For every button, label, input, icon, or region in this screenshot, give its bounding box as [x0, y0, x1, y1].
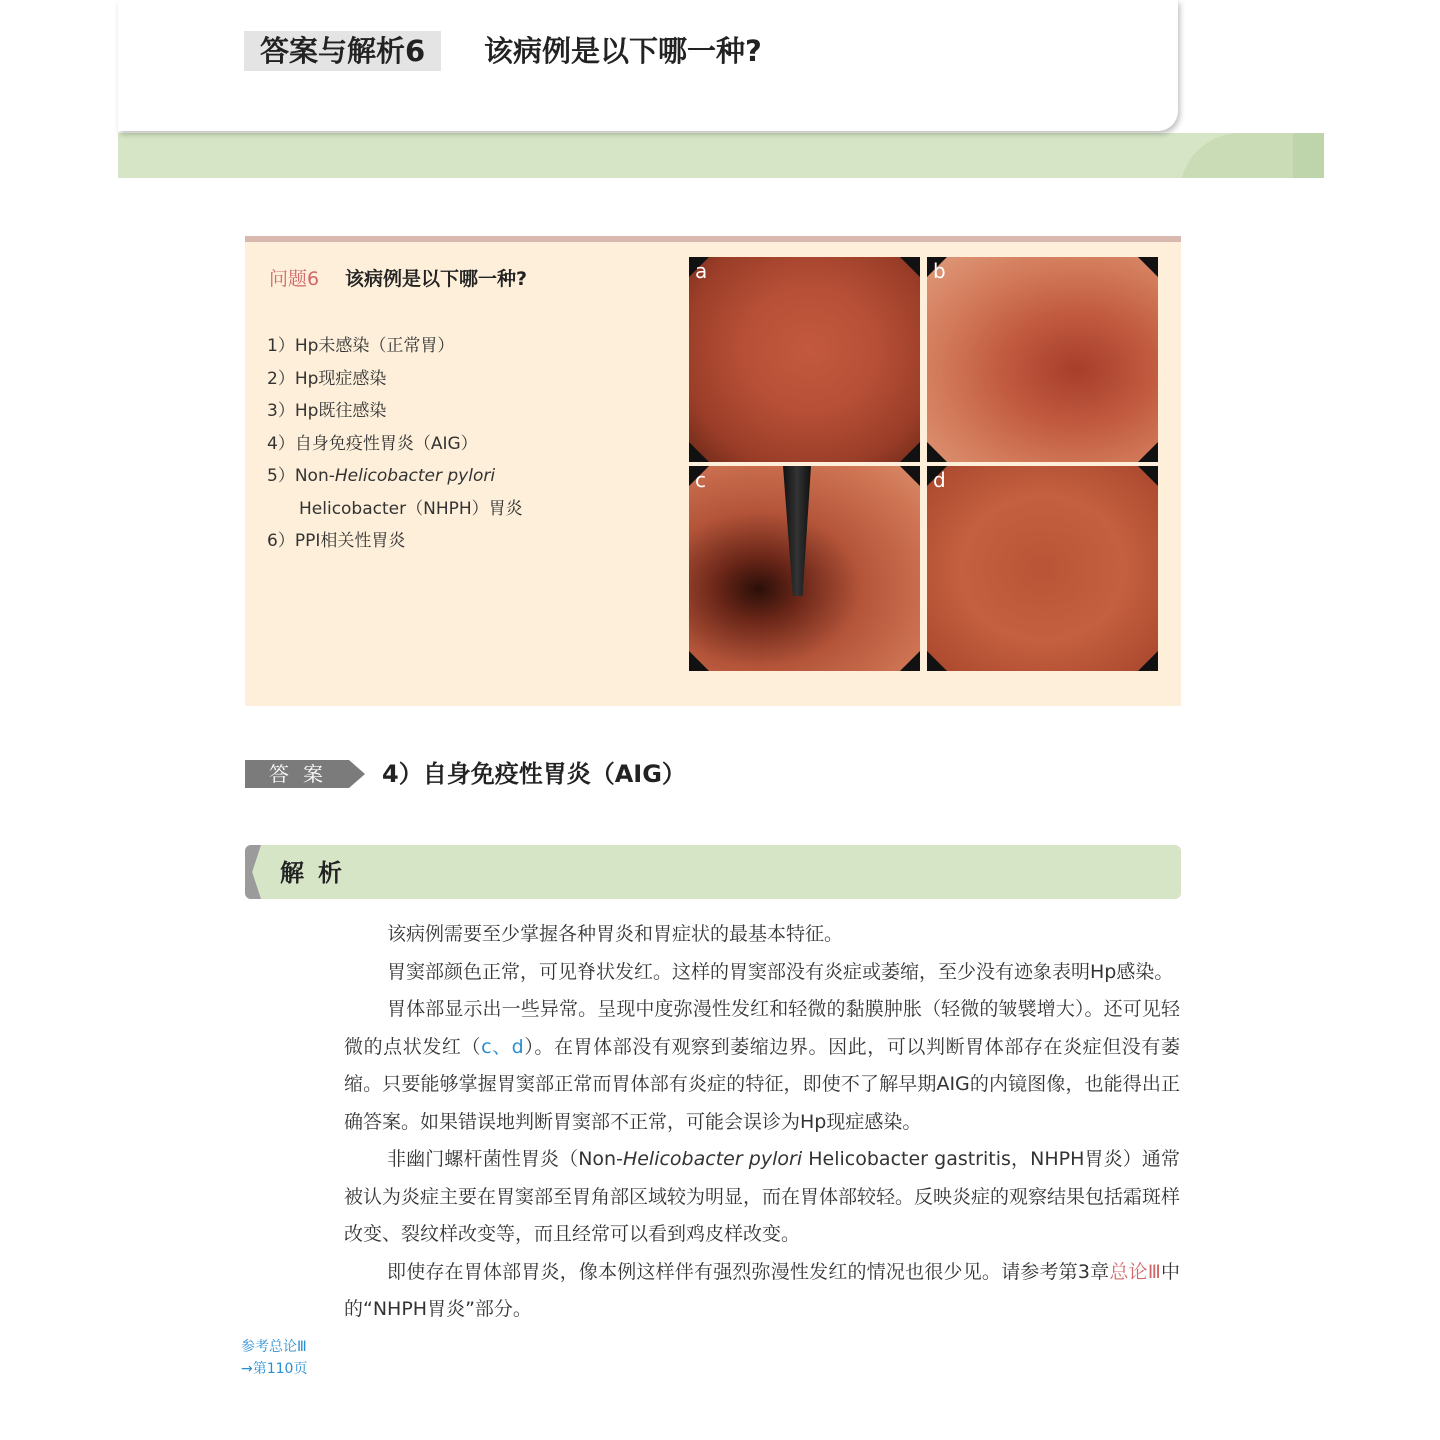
answer-arrow-icon: [349, 760, 365, 788]
endoscopy-image-a: [689, 257, 920, 462]
endoscopy-image-d: [927, 466, 1158, 671]
option-3: 3）Hp既往感染: [267, 401, 387, 421]
page-title: 该病例是以下哪一种?: [484, 34, 762, 68]
option-5-continued: Helicobacter（NHPH）胃炎: [299, 498, 523, 519]
sidenote-line-2: →第110页: [241, 1361, 308, 1377]
image-label-a: a: [695, 259, 708, 283]
option-4: 4）自身免疫性胃炎（AIG）: [267, 433, 478, 454]
image-label-b: b: [933, 259, 946, 283]
option-6: 6）PPI相关性胃炎: [267, 531, 406, 551]
side-reference-note[interactable]: [241, 1336, 307, 1380]
option-2: 2）Hp现症感染: [267, 368, 387, 389]
endoscopy-image-c: [689, 466, 920, 671]
paragraph-4: 非幽门螺杆菌性胃炎（Non-Helicobacter pylori Helicobacter gastritis，NHPH胃炎）通常被认为炎症主要在胃窦部至胃角部区域较为明显，而在胃体部较轻。反映炎症的观察结果包括霜斑样改变、裂纹样改变等，而且经常可以看到鸡皮样改变。: [344, 1148, 1181, 1245]
option-list: [267, 330, 523, 558]
analysis-title: 解析: [280, 859, 356, 887]
image-label-c: c: [695, 468, 706, 492]
image-label-d: d: [933, 468, 946, 492]
paragraph-2: 胃窦部颜色正常，可见脊状发红。这样的胃窦部没有炎症或萎缩，至少没有迹象表明Hp感染。: [387, 960, 1174, 983]
answer-tag: 答案: [245, 760, 349, 788]
analysis-header-bar: [245, 845, 1181, 899]
header-band: [118, 133, 1324, 178]
question-title: 该病例是以下哪一种?: [345, 268, 528, 290]
figure-ref-cd[interactable]: c、d: [481, 1035, 524, 1058]
answer-text: 4）自身免疫性胃炎（AIG）: [382, 760, 686, 788]
sidenote-line-1: 参考总论Ⅲ: [241, 1339, 307, 1355]
chapter-ref[interactable]: 总论Ⅲ: [1109, 1260, 1161, 1283]
analysis-body: [344, 916, 1180, 1329]
option-1: 1）Hp未感染（正常胃）: [267, 336, 455, 356]
header-decoration-circle: [1293, 133, 1324, 178]
endoscope-shaft: [783, 466, 811, 596]
question-label: 问题6: [269, 268, 320, 290]
paragraph-1: 该病例需要至少掌握各种胃炎和胃症状的最基本特征。: [387, 923, 844, 945]
paragraph-5: 即使存在胃体部胃炎，像本例这样伴有强烈弥漫性发红的情况也很少见。请参考第3章总论Ⅲ中的“NHPH胃炎”部分。: [344, 1260, 1180, 1320]
paragraph-3: 胃体部显示出一些异常。呈现中度弥漫性发红和轻微的黏膜肿胀（轻微的皱襞增大）。还可见轻微的点状发红（c、d）。在胃体部没有观察到萎缩边界。因此，可以判断胃体部存在炎症但没有萎缩。只要能够掌握胃窦部正常而胃体部有炎症的特征，即使不了解早期AIG的内镜图像，也能得出正确答案。如果错误地判断胃窦部不正常，可能会误诊为Hp现症感染。: [344, 998, 1180, 1133]
endoscopy-image-b: [927, 257, 1158, 462]
option-5: 5）Non-Helicobacter pylori: [267, 466, 496, 486]
section-tag: 答案与解析6: [244, 31, 441, 71]
